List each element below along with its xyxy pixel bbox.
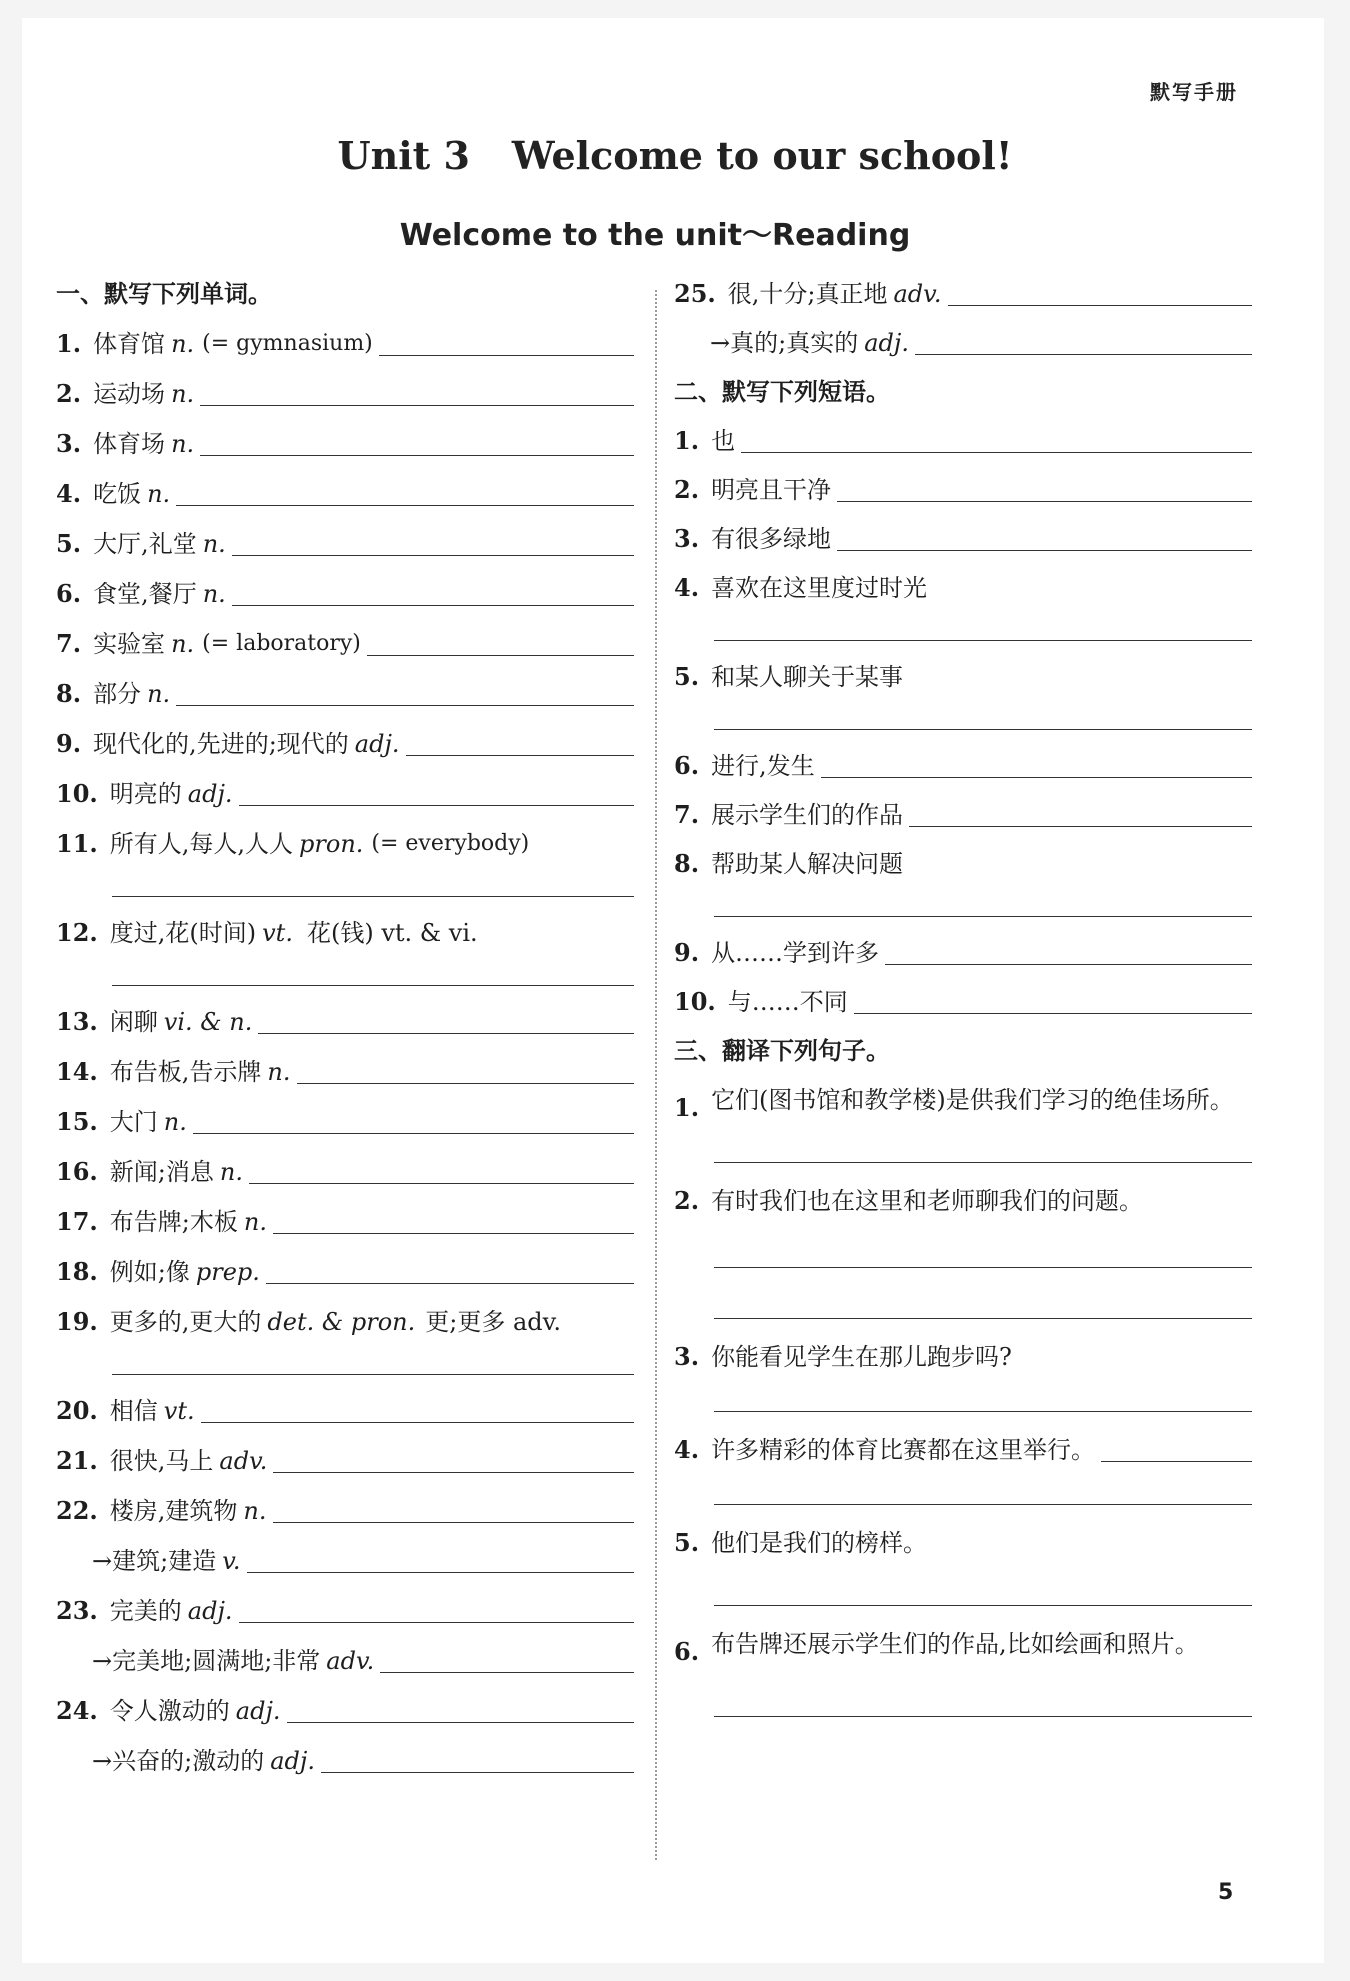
- word-item: 2. 运动场 n.: [56, 378, 634, 410]
- word-item: 7. 实验室 n. (= laboratory): [56, 628, 634, 660]
- word-item: 18. 例如;像 prep.: [56, 1256, 634, 1288]
- word-item: 10. 明亮的 adj.: [56, 778, 634, 810]
- unit-title: [0, 133, 1350, 178]
- answer-blank[interactable]: [714, 1162, 1252, 1163]
- word-item: 24. 令人激动的 adj.: [56, 1695, 634, 1727]
- word-item: 4. 吃饭 n.: [56, 478, 634, 510]
- phrase-item: 3. 有很多绿地: [674, 523, 1252, 555]
- unit-name: Welcome to our school!: [511, 133, 1013, 178]
- word-item: 1. 体育馆 n. (= gymnasium): [56, 328, 634, 360]
- answer-blank[interactable]: [714, 1267, 1252, 1268]
- phrase-item: 10. 与……不同: [674, 986, 1252, 1018]
- phrase-item: 4. 喜欢在这里度过时光: [674, 573, 928, 602]
- answer-blank[interactable]: [200, 405, 634, 406]
- sentence-item: 2. 有时我们也在这里和老师聊我们的问题。: [674, 1186, 1144, 1215]
- word-item: 6. 食堂,餐厅 n.: [56, 578, 634, 610]
- word-item: 15. 大门 n.: [56, 1106, 634, 1138]
- phrase-item: 1. 也: [674, 425, 1252, 457]
- answer-blank[interactable]: [741, 452, 1252, 453]
- answer-blank[interactable]: [258, 1033, 634, 1034]
- phrase-item: 5. 和某人聊关于某事: [674, 662, 904, 691]
- answer-blank[interactable]: [380, 1672, 634, 1673]
- word-item: 25. 很,十分;真正地 adv.: [674, 278, 1252, 310]
- answer-blank[interactable]: [297, 1083, 635, 1084]
- phrase-item: 7. 展示学生们的作品: [674, 799, 1252, 831]
- answer-blank[interactable]: [200, 455, 634, 456]
- answer-blank[interactable]: [249, 1183, 634, 1184]
- answer-blank[interactable]: [714, 916, 1252, 917]
- unit-number: Unit 3: [337, 133, 470, 178]
- answer-blank[interactable]: [247, 1572, 634, 1573]
- answer-blank[interactable]: [714, 1318, 1252, 1319]
- section3-heading: 三、翻译下列句子。: [674, 1037, 890, 1065]
- word-item: 9. 现代化的,先进的;现代的 adj.: [56, 728, 634, 760]
- answer-blank[interactable]: [714, 1716, 1252, 1717]
- answer-blank[interactable]: [1101, 1461, 1252, 1462]
- phrase-item: 9. 从……学到许多: [674, 937, 1252, 969]
- answer-blank[interactable]: [273, 1522, 635, 1523]
- answer-blank[interactable]: [232, 605, 634, 606]
- word-item: 5. 大厅,礼堂 n.: [56, 528, 634, 560]
- word-item: 20. 相信 vt.: [56, 1395, 634, 1427]
- word-item: 3. 体育场 n.: [56, 428, 634, 460]
- answer-blank[interactable]: [714, 1605, 1252, 1606]
- answer-blank[interactable]: [273, 1472, 634, 1473]
- answer-blank[interactable]: [193, 1133, 634, 1134]
- section2-heading: 二、默写下列短语。: [674, 378, 890, 406]
- answer-blank[interactable]: [239, 805, 634, 806]
- answer-blank[interactable]: [885, 964, 1252, 965]
- sentence-item: 5. 他们是我们的榜样。: [674, 1528, 928, 1557]
- phrase-item: 2. 明亮且干净: [674, 474, 1252, 506]
- sentence-item: 3. 你能看见学生在那儿跑步吗?: [674, 1342, 1012, 1371]
- page-number: 5: [1218, 1880, 1234, 1905]
- answer-blank[interactable]: [176, 505, 634, 506]
- answer-blank[interactable]: [714, 1411, 1252, 1412]
- answer-blank[interactable]: [854, 1013, 1252, 1014]
- answer-blank[interactable]: [406, 755, 634, 756]
- answer-blank[interactable]: [948, 305, 1253, 306]
- section-subtitle: Welcome to the unit～Reading: [399, 218, 911, 253]
- answer-blank[interactable]: [909, 826, 1252, 827]
- word-item: →真的;真实的 adj.: [674, 327, 1252, 359]
- sentence-item: 6. 布告牌还展示学生们的作品,比如绘画和照片。: [674, 1630, 1199, 1666]
- word-item: 13. 闲聊 vi. & n.: [56, 1006, 634, 1038]
- word-item: 22. 楼房,建筑物 n.: [56, 1495, 634, 1527]
- sentence-item: 1. 它们(图书馆和教学楼)是供我们学习的绝佳场所。: [674, 1086, 1234, 1122]
- word-item: 23. 完美的 adj.: [56, 1595, 634, 1627]
- answer-blank[interactable]: [714, 729, 1252, 730]
- word-item: 19. 更多的,更大的 det. & pron. 更;更多 adv.: [56, 1307, 561, 1336]
- answer-blank[interactable]: [112, 985, 634, 986]
- word-item: 8. 部分 n.: [56, 678, 634, 710]
- answer-blank[interactable]: [915, 354, 1252, 355]
- answer-blank[interactable]: [287, 1722, 634, 1723]
- column-divider: [655, 290, 657, 1860]
- answer-blank[interactable]: [232, 555, 634, 556]
- answer-blank[interactable]: [837, 501, 1252, 502]
- answer-blank[interactable]: [266, 1283, 634, 1284]
- word-item: 17. 布告牌;木板 n.: [56, 1206, 634, 1238]
- left-column: [56, 278, 634, 1795]
- answer-blank[interactable]: [321, 1772, 634, 1773]
- answer-blank[interactable]: [714, 640, 1252, 641]
- section1-heading: 一、默写下列单词。: [56, 280, 272, 308]
- word-item: 16. 新闻;消息 n.: [56, 1156, 634, 1188]
- word-item: →兴奋的;激动的 adj.: [56, 1745, 634, 1777]
- phrase-item: 6. 进行,发生: [674, 750, 1252, 782]
- word-item: →建筑;建造 v.: [56, 1545, 634, 1577]
- answer-blank[interactable]: [821, 777, 1252, 778]
- sentence-item: 4. 许多精彩的体育比赛都在这里举行。: [674, 1434, 1252, 1466]
- answer-blank[interactable]: [201, 1422, 634, 1423]
- word-item: 11. 所有人,每人,人人 pron. (= everybody): [56, 829, 530, 858]
- answer-blank[interactable]: [367, 655, 634, 656]
- word-item: 14. 布告板,告示牌 n.: [56, 1056, 634, 1088]
- word-item: →完美地;圆满地;非常 adv.: [56, 1645, 634, 1677]
- answer-blank[interactable]: [714, 1504, 1252, 1505]
- word-item: 21. 很快,马上 adv.: [56, 1445, 634, 1477]
- header-tag: 默写手册: [1150, 80, 1238, 104]
- answer-blank[interactable]: [239, 1622, 634, 1623]
- phrase-item: 8. 帮助某人解决问题: [674, 849, 904, 878]
- answer-blank[interactable]: [379, 355, 634, 356]
- word-item: 12. 度过,花(时间) vt. 花(钱) vt. & vi.: [56, 918, 478, 947]
- answer-blank[interactable]: [112, 896, 634, 897]
- answer-blank[interactable]: [176, 705, 634, 706]
- right-column: [674, 278, 1252, 1717]
- answer-blank[interactable]: [112, 1374, 634, 1375]
- answer-blank[interactable]: [273, 1233, 634, 1234]
- answer-blank[interactable]: [837, 550, 1252, 551]
